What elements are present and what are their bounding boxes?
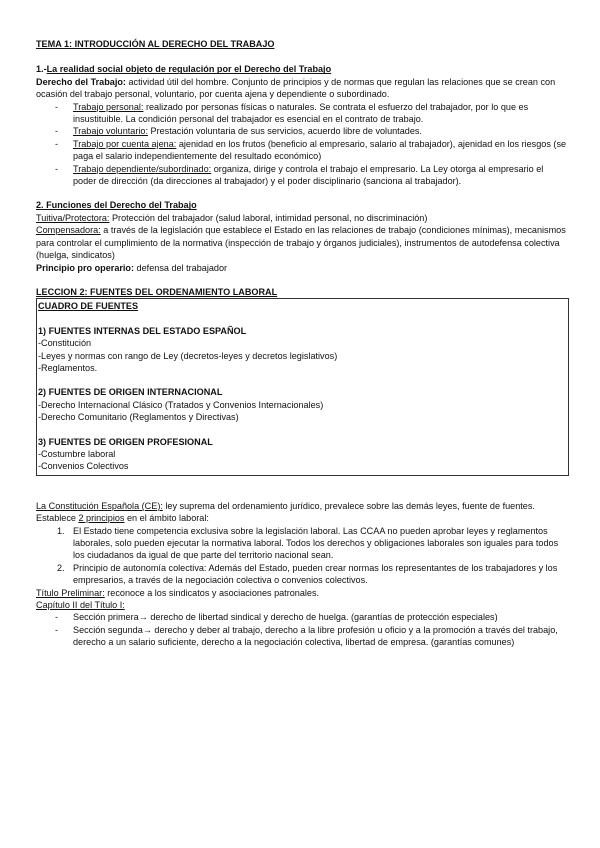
sources-box-title: CUADRO DE FUENTES: [38, 301, 139, 312]
section-1-heading-text: La realidad social objeto de regulación por el Derecho del Trabajo: [46, 64, 332, 75]
principles-list: [36, 525, 568, 587]
source-line: -Constitución: [38, 338, 92, 349]
constitution-label: La Constitución Española (CE):: [36, 500, 163, 511]
source-group-heading: 3) FUENTES DE ORIGEN PROFESIONAL: [38, 436, 213, 447]
section-text: Sección segunda→ derecho y deber al trabajo, derecho a la libre profesión u oficio y a la promoción a través del trabajo, derecho a un salario suficiente, derecho a la negociación colectiva, libertad de empresa. (garantías comunes): [73, 624, 558, 648]
sources-table-box: [36, 298, 569, 475]
principles-intro-post: en el ámbito laboral:: [124, 513, 209, 524]
document-title: TEMA 1: INTRODUCCIÓN AL DERECHO DEL TRABAJO: [36, 39, 275, 49]
item-label: Trabajo personal:: [73, 101, 144, 112]
list-marker: -: [55, 612, 59, 623]
principle-text: El Estado tiene competencia exclusiva sobre la legislación laboral. Las CCAA no pueden aprobar leyes y reglamentos laborales, solo pueden ejecutar la normativa laboral. Todos los derechos y obligaciones laborales son iguales para todos los ciudadanos da igual de que parte del territorio nacional sean.: [73, 525, 559, 561]
tuitiva-paragraph: [36, 212, 568, 224]
constitution-paragraph: [36, 500, 568, 512]
item-text: realizado por personas físicas o naturales. Se contrata el esfuerzo del trabajador, por lo que es insustituible. La condición personal del trabajador es esencial en el contrato de trabajo.: [73, 101, 529, 125]
list-marker: 2.: [57, 562, 65, 573]
tuitiva-label: Tuitiva/Protectora:: [36, 212, 110, 223]
preliminary-title-paragraph: [36, 587, 568, 599]
list-item: [36, 525, 568, 562]
item-label: Trabajo dependiente/subordinado:: [73, 163, 212, 174]
tuitiva-text: Protección del trabajador (salud laboral, intimidad personal, no discriminación): [109, 212, 428, 223]
sections-list: [36, 611, 568, 648]
compensadora-label: Compensadora:: [36, 225, 101, 236]
list-item: [36, 562, 568, 587]
source-line: -Derecho Comunitario (Reglamentos y Directivas): [38, 412, 239, 423]
list-item: [36, 611, 568, 623]
source-line: -Derecho Internacional Clásico (Tratados y Convenios Internacionales): [38, 399, 324, 410]
section-2-heading: 2. Funciones del Derecho del Trabajo: [36, 200, 197, 211]
list-item: [36, 125, 568, 137]
list-marker: -: [55, 163, 59, 174]
list-item: [36, 138, 568, 163]
definition-paragraph: [36, 76, 568, 101]
item-text: organiza, dirige y controla el trabajo el empresario. La Ley otorga al empresario el poder de dirección (da direcciones al trabajador) y el poder disciplinario (sanciona al trabajador).: [73, 163, 544, 187]
source-line: -Convenios Colectivos: [38, 461, 129, 472]
item-label: Trabajo voluntario:: [73, 126, 148, 137]
source-line: -Reglamentos.: [38, 362, 98, 373]
lesson-2-heading: LECCION 2: FUENTES DEL ORDENAMIENTO LABORAL: [36, 286, 278, 297]
source-line: -Costumbre laboral: [38, 448, 116, 459]
compensadora-paragraph: [36, 224, 568, 261]
constitution-text: ley suprema del ordenamiento jurídico, prevalece sobre las demás leyes, fuente de fuentes.: [162, 500, 535, 511]
document-page: [36, 38, 568, 649]
section-1-number: 1.-: [36, 64, 47, 75]
source-line: -Leyes y normas con rango de Ley (decretos-leyes y decretos legislativos): [38, 350, 338, 361]
pro-operario-text: defensa del trabajador: [134, 262, 228, 273]
section-1-heading: [36, 63, 568, 75]
item-text: ajenidad en los frutos (beneficio al empresario, salario al trabajador), ajenidad en los riesgos (se paga el salario independientemente del resultado económico): [73, 138, 567, 162]
definition-text: actividad útil del hombre. Conjunto de principios y de normas que regulan las relaciones que se crean con ocasión del trabajo personal, voluntario, por cuenta ajena y dependiente o subordinado.: [36, 76, 556, 100]
list-item: [36, 101, 568, 126]
pro-operario-paragraph: [36, 262, 568, 274]
list-marker: -: [55, 624, 59, 635]
principle-text: Principio de autonomía colectiva: Además del Estado, pueden crear normas los representantes de los trabajadores y los empresarios, a través de la negociación colectiva o convenios colectivos.: [73, 562, 558, 586]
work-characteristics-list: [36, 101, 568, 188]
preliminary-title-text: reconoce a los sindicatos y asociaciones patronales.: [104, 587, 320, 598]
chapter-heading: Capítulo II del Título I:: [36, 600, 125, 611]
item-label: Trabajo por cuenta ajena:: [73, 138, 177, 149]
list-item: [36, 163, 568, 188]
list-marker: -: [55, 138, 59, 149]
definition-label: Derecho del Trabajo:: [36, 76, 126, 87]
source-group-heading: 2) FUENTES DE ORIGEN INTERNACIONAL: [38, 387, 223, 398]
principles-intro: [36, 512, 568, 524]
list-item: [36, 624, 568, 649]
preliminary-title-label: Título Preliminar:: [36, 587, 105, 598]
principles-count: 2 principios: [78, 513, 125, 524]
list-marker: 1.: [57, 525, 65, 536]
list-marker: -: [55, 126, 59, 137]
source-group-heading: 1) FUENTES INTERNAS DEL ESTADO ESPAÑOL: [38, 325, 247, 336]
section-text: Sección primera→ derecho de libertad sindical y derecho de huelga. (garantías de protección especiales): [73, 612, 498, 623]
compensadora-text: a través de la legislación que establece el Estado en las relaciones de trabajo (condiciones mínimas), mecanismos para controlar el cumplimiento de la normativa (inspección de trabajo y órganos judiciales), instrumentos de autodefensa colectiva (huelga, sindicatos): [36, 225, 566, 261]
pro-operario-label: Principio pro operario:: [36, 262, 135, 273]
list-marker: -: [55, 101, 59, 112]
item-text: Prestación voluntaria de sus servicios, acuerdo libre de voluntades.: [147, 126, 422, 137]
principles-intro-pre: Establece: [36, 513, 79, 524]
